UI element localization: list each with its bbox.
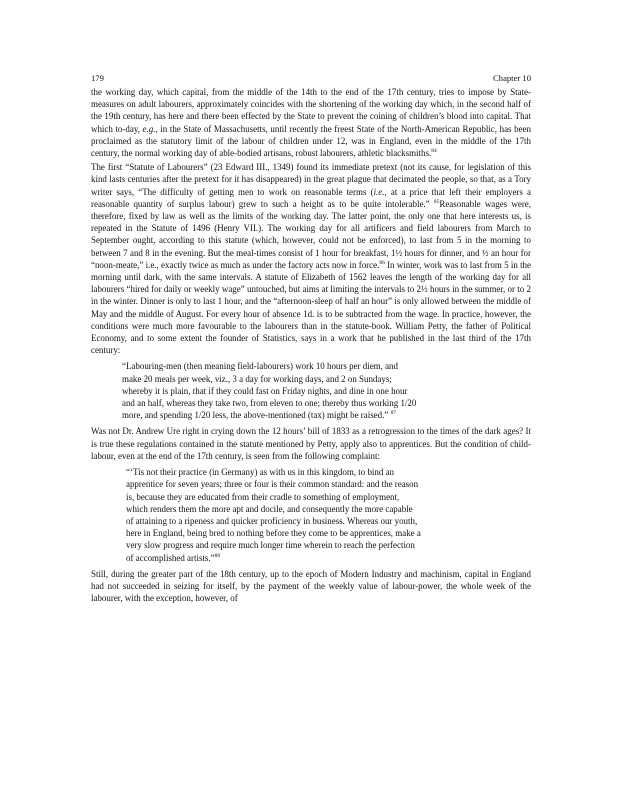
quote-1-line: make 20 meals per week, viz., 3 a day for working days, and 2 on Sundays;: [122, 373, 392, 384]
paragraph-2-text-c: Reasonable wages were, therefore, fixed by law as well as the limits of the working day. The latter point, the only one that here interests us, is repeated in the Statute of 1496 (Henry VII.). The working day for all artificers and field labourers from March to September ought, according to this statute (which, however, could not be enforced), to last from 5 in the morning to between 7 and 8 in the evening. But the meal-times consist of 1 hour for breakfast, 1½ hours for dinner, and ½ an hour for “noon-meate,” i.e., exactly twice as much as under the factory acts now in force.: [91, 198, 531, 270]
quote-2-line: which renders them the more apt and docile, and consequently the more capable: [126, 503, 413, 514]
running-header: [91, 72, 531, 86]
quote-2-line-text: of accomplished artists.”: [126, 552, 215, 563]
quote-1-line: whereby it is plain, that if they could fast on Friday nights, and dine in one hour: [122, 385, 408, 396]
quote-1-line-text: more, and spending 1/20 less, the above-mentioned (tax) might be raised.”: [122, 410, 389, 421]
paragraph-1: [91, 86, 531, 159]
paragraph-1-text-a: the working day, which capital, from the middle of the 14th to the end of the 17th century, tries to impose by State-measures on adult labourers, approximately coincides with the shortening of the working day which, in the second half of the 19th century, has here and there been effected by the State to prevent the coining of children’s blood into capital. That which to-day,: [91, 87, 531, 134]
paragraph-2-text-b: , at a price that left their employers a reasonable quantity of surplus labour) grew to such a height as to be quite intolerable.”: [91, 186, 531, 209]
paragraph-2-italic-ie: i.e.: [373, 186, 385, 197]
quote-2-line: apprentice for seven years; three or four is their common standard: and the reason: [126, 479, 419, 490]
page-number: 179: [91, 73, 104, 83]
paragraph-2: [91, 161, 531, 356]
footnote-ref-87[interactable]: 87: [390, 410, 397, 417]
quote-2-line: here in England, being bred to nothing before they come to be apprentices, make a: [126, 528, 421, 539]
quote-2-line: of attaining to a ripeness and quicker proficiency in business. Whereas our youth,: [126, 515, 418, 526]
quote-1-line: and an half, whereas they take two, from eleven to one; thereby thus working 1/20: [122, 398, 417, 409]
paragraph-1-italic-eg: e.g.: [142, 123, 156, 134]
quote-2-line: very slow progress and require much longer time wherein to reach the perfection: [126, 540, 415, 551]
paragraph-3: Was not Dr. Andrew Ure right in crying down the 12 hours’ bill of 1833 as a retrogression to the times of the dark ages? It is true these regulations contained in the statute mentioned by Petty, apply also to apprentices. But the condition of child-labour, even at the end of the 17th century, is seen from the following complaint:: [91, 426, 531, 461]
quote-1-line: “Labouring-men (then meaning field-labourers) work 10 hours per diem, and: [122, 361, 398, 372]
chapter-title: Chapter 10: [493, 73, 531, 83]
paragraph-1-text-b: , in the State of Massachusetts, until recently the freest State of the North-American Republic, has been proclaimed as the statutory limit of the labour of children under 12, was in England, even in the middle of the 17th century, the normal working day of able-bodied artisans, robust labourers, athletic blacksmiths.: [91, 123, 531, 159]
paragraph-2-text-d: In winter, work was to last from 5 in the morning until dark, with the same intervals. A statute of Elizabeth of 1562 leaves the length of the working day for all labourers “hired for daily or weekly wage” untouched, but aims at limiting the intervals to 2½ hours in the summer, or to 2 in the winter. Dinner is only to last 1 hour, and the “afternoon-sleep of half an hour” is only allowed between the middle of May and the middle of August. For every hour of absence 1d. is to be subtracted from the wage. In practice, however, the conditions were much more favourable to the labourers than in the statute-book. William Petty, the father of Political Economy, and to some extent the founder of Statistics, says in a work that he published in the last third of the 17th century:: [91, 259, 531, 356]
quote-2-line: “‘Tis not their practice (in Germany) as with us in this kingdom, to bind an: [126, 467, 395, 478]
footnote-ref-85[interactable]: 85: [433, 198, 440, 205]
block-quote-petty: [122, 360, 531, 421]
quote-2-line-last: [126, 552, 531, 564]
paragraph-2-text-a: The first “Statute of Labourers” (23 Edward III., 1349) found its immediate pretext (not its cause, for legislation of this kind lasts centuries after the pretext for it has disappeared) in the great plague that decimated the people, so that, as a Tory writer says, “The difficulty of getting men to work on reasonable terms (: [91, 162, 531, 197]
document-page: [91, 72, 531, 604]
quote-1-line-last: [122, 409, 531, 421]
quote-2-line: is, because they are educated from their cradle to something of employment,: [126, 491, 400, 502]
block-quote-apprentices: [126, 466, 531, 564]
footnote-ref-88[interactable]: 88: [214, 552, 221, 559]
footnote-ref-84[interactable]: 84: [431, 148, 437, 155]
paragraph-4: Still, during the greater part of the 18th century, up to the epoch of Modern Industry and machinism, capital in England had not succeeded in seizing for itself, by the payment of the weekly value of labour-power, the whole week of the labourer, with the exception, however, of: [91, 568, 531, 604]
footnote-ref-86[interactable]: 86: [379, 259, 385, 266]
